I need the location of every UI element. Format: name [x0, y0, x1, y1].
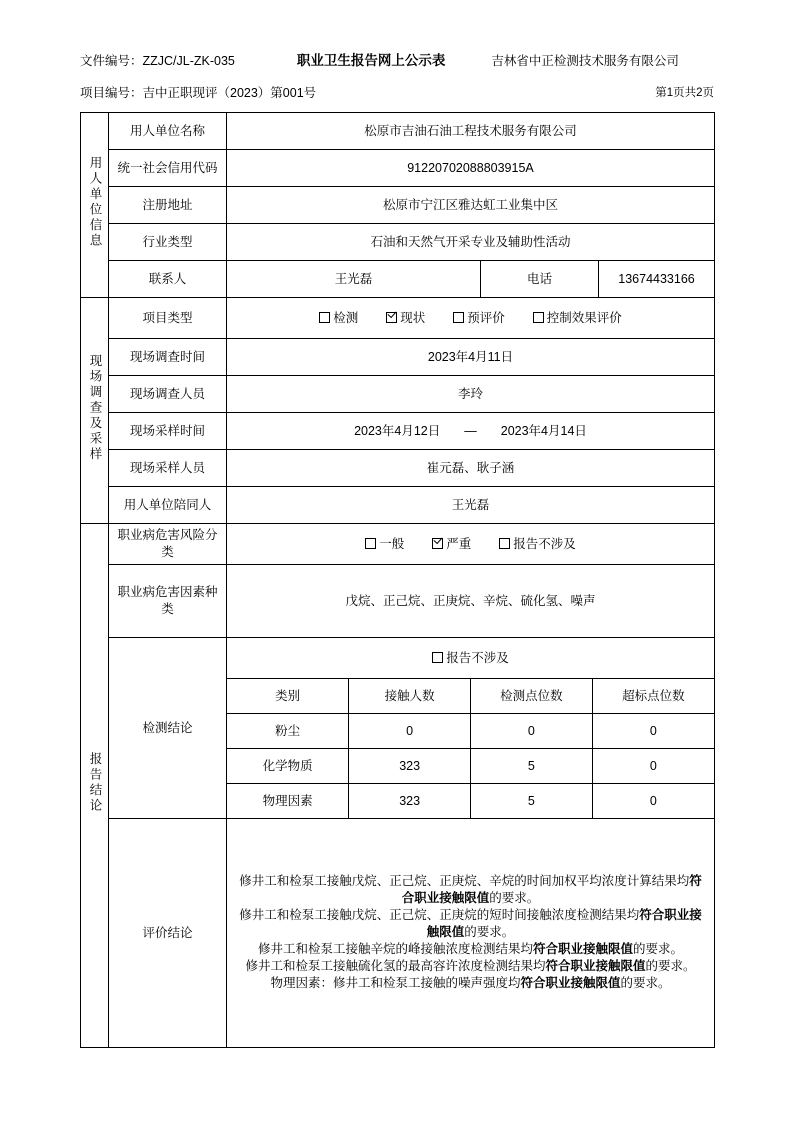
detection-col-header-category: 类别 — [227, 679, 349, 714]
page-indicator: 第1页共2页 — [655, 87, 714, 99]
checkbox-option-current-status[interactable]: 现状 — [386, 310, 425, 327]
issuing-company: 吉林省中正检测技术服务有限公司 — [491, 54, 679, 68]
row-value-survey-date: 2023年4月11日 — [227, 339, 715, 376]
row-value-sampling-staff: 崔元磊、耿子涵 — [227, 450, 715, 487]
row-label-credit-code: 统一社会信用代码 — [109, 150, 227, 187]
detection-cell-exceed: 0 — [592, 714, 714, 749]
detection-cell-category: 物理因素 — [227, 784, 349, 819]
table-row — [227, 749, 714, 784]
checkbox-option-detection[interactable]: 检测 — [319, 310, 358, 327]
checkbox-icon[interactable] — [499, 538, 510, 549]
detection-col-header-exposed: 接触人数 — [349, 679, 471, 714]
row-value-contact-name: 王光磊 — [227, 261, 481, 298]
checkbox-option-pre-evaluation[interactable]: 预评价 — [453, 310, 505, 327]
table-row — [81, 339, 715, 376]
row-value-accompany: 王光磊 — [227, 487, 715, 524]
detection-cell-exposed: 323 — [349, 749, 471, 784]
detection-table — [227, 638, 714, 818]
detection-cell-category: 化学物质 — [227, 749, 349, 784]
table-row — [227, 784, 714, 819]
row-label-survey-date: 现场调查时间 — [109, 339, 227, 376]
row-label-phone: 电话 — [481, 261, 599, 298]
detection-cell-exposed: 0 — [349, 714, 471, 749]
row-value-survey-staff: 李玲 — [227, 376, 715, 413]
table-row — [227, 679, 714, 714]
checkbox-icon[interactable] — [453, 312, 464, 323]
row-label-address: 注册地址 — [109, 187, 227, 224]
row-value-sampling-time — [227, 413, 715, 450]
table-row — [81, 487, 715, 524]
detection-col-header-points: 检测点位数 — [471, 679, 593, 714]
checkbox-option-control-effect[interactable]: 控制效果评价 — [533, 310, 622, 327]
row-value-risk-class — [227, 524, 715, 565]
row-value-industry: 石油和天然气开采专业及辅助性活动 — [227, 224, 715, 261]
row-label-risk-class: 职业病危害风险分类 — [109, 524, 227, 565]
evaluation-paragraph: 物理因素：修井工和检泵工接触的噪声强度均符合职业接触限值的要求。 — [270, 975, 671, 990]
row-label-project-type: 项目类型 — [109, 298, 227, 339]
table-row — [81, 187, 715, 224]
sampling-start-date: 2023年4月12日 — [354, 423, 441, 438]
checkbox-option-general[interactable]: 一般 — [365, 536, 404, 553]
detection-not-involved — [227, 638, 714, 679]
table-row — [81, 819, 715, 1048]
detection-cell-points: 5 — [471, 784, 593, 819]
table-row — [227, 714, 714, 749]
table-row — [227, 638, 714, 679]
table-row — [81, 376, 715, 413]
table-row — [81, 413, 715, 450]
evaluation-paragraph: 修井工和检泵工接触戊烷、正己烷、正庚烷、辛烷的时间加权平均浓度计算结果均符合职业接触限值的要求。 — [239, 873, 702, 905]
row-value-phone: 13674433166 — [599, 261, 715, 298]
row-label-sampling-staff: 现场采样人员 — [109, 450, 227, 487]
row-label-industry: 行业类型 — [109, 224, 227, 261]
row-value-credit-code: 91220702088803915A — [227, 150, 715, 187]
row-label-survey-staff: 现场调查人员 — [109, 376, 227, 413]
checkbox-icon[interactable] — [365, 538, 376, 549]
public-disclosure-table — [80, 112, 715, 1048]
section-label-site-survey: 现场调查及采样 — [81, 298, 109, 524]
detection-cell-exceed: 0 — [592, 784, 714, 819]
page-title: 职业卫生报告网上公示表 — [296, 53, 446, 68]
checkbox-icon[interactable] — [319, 312, 330, 323]
checkbox-icon[interactable] — [432, 652, 443, 663]
row-label-accompany: 用人单位陪同人 — [109, 487, 227, 524]
row-value-project-type — [227, 298, 715, 339]
detection-cell-category: 粉尘 — [227, 714, 349, 749]
header-row-1 — [80, 52, 714, 70]
row-value-address: 松原市宁江区雅达虹工业集中区 — [227, 187, 715, 224]
evaluation-conclusion-text — [227, 819, 715, 1048]
detection-cell-points: 5 — [471, 749, 593, 784]
row-label-evaluation-conclusion: 评价结论 — [109, 819, 227, 1048]
row-value-employer-name: 松原市吉油石油工程技术服务有限公司 — [227, 113, 715, 150]
checkbox-option-not-involved[interactable]: 报告不涉及 — [499, 536, 576, 553]
row-label-contact: 联系人 — [109, 261, 227, 298]
section-label-employer: 用人单位信息 — [81, 113, 109, 298]
checkbox-option-report-not-involved[interactable]: 报告不涉及 — [432, 651, 509, 665]
sampling-date-separator: — — [464, 423, 477, 438]
evaluation-paragraph: 修井工和检泵工接触硫化氢的最高容许浓度检测结果均符合职业接触限值的要求。 — [245, 958, 696, 973]
detection-cell-exceed: 0 — [592, 749, 714, 784]
document-number: 文件编号：ZZJC/JL-ZK-035 — [80, 54, 235, 68]
table-row — [81, 150, 715, 187]
detection-cell-exposed: 323 — [349, 784, 471, 819]
evaluation-paragraph: 修井工和检泵工接触辛烷的峰接触浓度检测结果均符合职业接触限值的要求。 — [257, 941, 684, 956]
table-row — [81, 113, 715, 150]
detection-cell-points: 0 — [471, 714, 593, 749]
table-row — [81, 638, 715, 819]
table-row — [81, 261, 715, 298]
checkbox-option-serious[interactable]: 严重 — [432, 536, 471, 553]
project-type-options — [231, 310, 710, 327]
table-row — [81, 565, 715, 638]
table-row — [81, 524, 715, 565]
project-number: 项目编号：吉中正职现评（2023）第001号 — [80, 86, 317, 100]
evaluation-paragraph: 修井工和检泵工接触戊烷、正己烷、正庚烷的短时间接触浓度检测结果均符合职业接触限值的要求。 — [239, 907, 702, 939]
row-label-detection-conclusion: 检测结论 — [109, 638, 227, 819]
detection-col-header-exceed: 超标点位数 — [592, 679, 714, 714]
checkbox-checked-icon[interactable] — [432, 538, 443, 549]
section-label-report-conclusion: 报告结论 — [81, 524, 109, 1048]
header-row-2 — [80, 84, 714, 102]
checkbox-icon[interactable] — [533, 312, 544, 323]
sampling-end-date: 2023年4月14日 — [500, 423, 587, 438]
checkbox-checked-icon[interactable] — [386, 312, 397, 323]
table-row — [81, 450, 715, 487]
row-value-hazard-factors: 戊烷、正己烷、正庚烷、辛烷、硫化氢、噪声 — [227, 565, 715, 638]
row-label-employer-name: 用人单位名称 — [109, 113, 227, 150]
row-label-sampling-time: 现场采样时间 — [109, 413, 227, 450]
risk-class-options — [231, 536, 710, 553]
row-label-hazard-factors: 职业病危害因素种类 — [109, 565, 227, 638]
table-row — [81, 224, 715, 261]
detection-conclusion-block — [227, 638, 715, 819]
table-row — [81, 298, 715, 339]
